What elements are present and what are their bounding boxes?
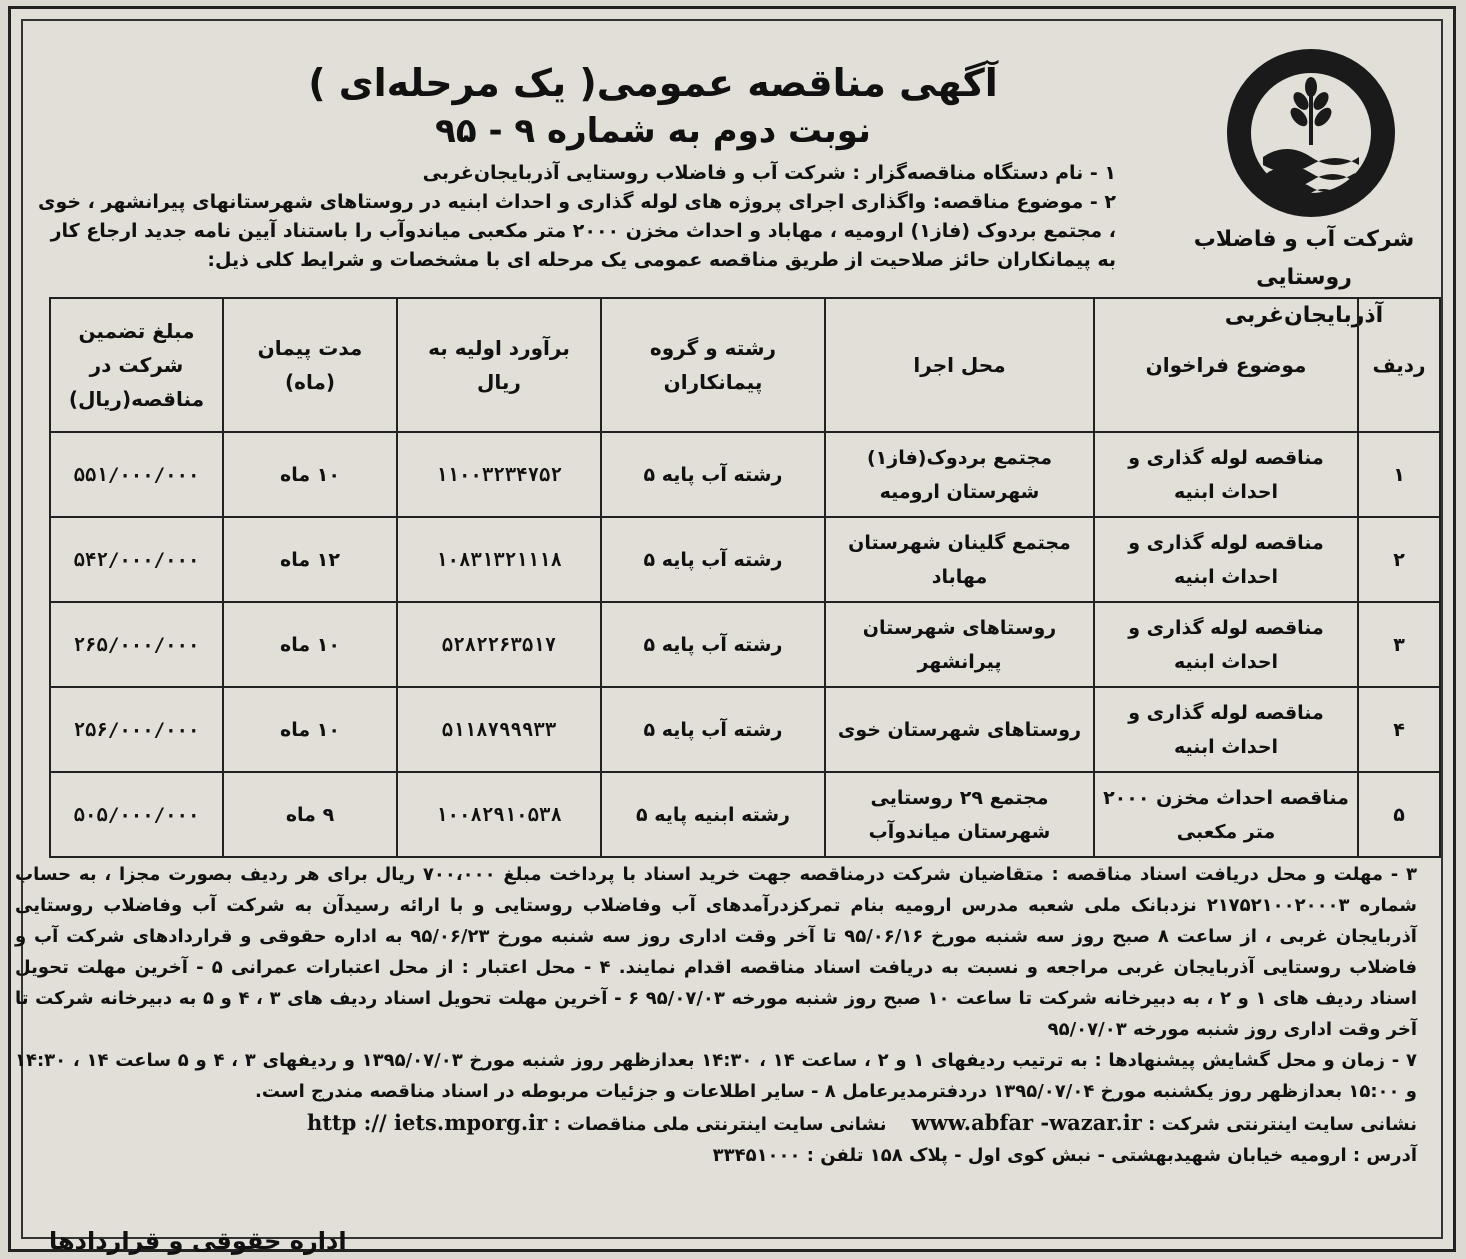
row-estimate: ۵۱۱۸۷۹۹۹۳۳ (397, 687, 601, 772)
row-number: ۱ (1358, 432, 1440, 517)
table-row (50, 772, 1440, 857)
row-estimate: ۱۰۸۳۱۳۲۱۱۱۸ (397, 517, 601, 602)
row-contractor-group: رشته آب پایه ۵ (601, 602, 825, 687)
row-subject: مناقصه لوله گذاری و احداث ابنیه (1094, 602, 1358, 687)
header-subject: موضوع فراخوان (1094, 298, 1358, 432)
row-duration: ۱۰ ماه (223, 432, 397, 517)
table-row (50, 602, 1440, 687)
websites-line (15, 1107, 1417, 1140)
row-guarantee: ۵۰۵/۰۰۰/۰۰۰ (50, 772, 223, 857)
company-name-line1: شرکت آب و فاضلاب روستایی (1193, 227, 1415, 290)
row-location: مجتمع گلینان شهرستان مهاباد (825, 517, 1094, 602)
notice-subtitle: نوبت دوم به شماره ۹ - ۹۵ (435, 111, 871, 151)
row-subject: مناقصه لوله گذاری و احداث ابنیه (1094, 517, 1358, 602)
header-estimate: برآورد اولیه به ریال (397, 298, 601, 432)
national-site-label: نشانی سایت اینترنتی ملی مناقصات : (553, 1114, 887, 1135)
row-guarantee: ۵۵۱/۰۰۰/۰۰۰ (50, 432, 223, 517)
row-location: روستاهای شهرستان پیرانشهر (825, 602, 1094, 687)
terms-section (15, 859, 1417, 1171)
row-duration: ۱۲ ماه (223, 517, 397, 602)
header-location: محل اجرا (825, 298, 1094, 432)
row-duration: ۱۰ ماه (223, 687, 397, 772)
row-guarantee: ۲۶۵/۰۰۰/۰۰۰ (50, 602, 223, 687)
address-line: آدرس : ارومیه خیابان شهیدبهشتی - نبش کوی اول - پلاک ۱۵۸ تلفن : ۳۳۴۵۱۰۰۰ (712, 1145, 1417, 1166)
row-guarantee: ۵۴۲/۰۰۰/۰۰۰ (50, 517, 223, 602)
intro-item-1: ۱ - نام دستگاه مناقصه‌گزار : شرکت آب و فاضلاب روستایی آذربایجان‌غربی (422, 162, 1116, 184)
row-number: ۵ (1358, 772, 1440, 857)
row-contractor-group: رشته آب پایه ۵ (601, 517, 825, 602)
tenders-table (49, 297, 1441, 858)
table-row (50, 432, 1440, 517)
terms-item-3-6: ۳ - مهلت و محل دریافت اسناد مناقصه : متقاضیان شرکت درمناقصه جهت خرید اسناد با پرداخت مبلغ ۷۰۰،۰۰۰ ریال برای هر ردیف بصورت مجزا ، به حساب شماره ۲۱۷۵۲۱۰۰۲۰۰۰۳ نزدبانک ملی شعبه مدرس ارومیه بنام تمرکزدرآمدهای آب وفاضلاب روستایی و با ارائه رسیدآن به شرکت آب وفاضلاب روستایی آذربایجان غربی ، از ساعت ۸ صبح روز سه شنبه مورخ ۹۵/۰۶/۱۶ تا آخر وقت اداری روز سه شنبه مورخ ۹۵/۰۶/۲۳ به اداره حقوقی و قراردادهای شرکت آب و فاضلاب روستایی آذربایجان غربی مراجعه و نسبت به دریافت اسناد مناقصه اقدام نمایند. ۴ - محل اعتبار : از محل اعتبارات عمرانی ۵ - آخرین مهلت تحویل اسناد ردیف های ۱ و ۲ ، به دبیرخانه شرکت تا ساعت ۱۰ صبح روز شنبه مورخه ۹۵/۰۷/۰۳ ۶ - آخرین مهلت تحویل اسناد ردیف های ۳ ، ۴ و ۵ به دبیرخانه شرکت تا آخر وقت اداری روز شنبه مورخه ۹۵/۰۷/۰۳ (15, 864, 1418, 1040)
footer-department: اداره حقوقی و قراردادها (49, 1227, 347, 1255)
header-row-number: ردیف (1358, 298, 1440, 432)
national-site-link[interactable]: http :// iets.mporg.ir (306, 1110, 548, 1135)
newspaper-clipping (8, 6, 1456, 1255)
row-contractor-group: رشته آب پایه ۵ (601, 687, 825, 772)
company-logo-icon (1223, 45, 1399, 221)
row-contractor-group: رشته آب پایه ۵ (601, 432, 825, 517)
header-contractor-group: رشته و گروه پیمانکاران (601, 298, 825, 432)
row-subject: مناقصه لوله گذاری و احداث ابنیه (1094, 687, 1358, 772)
website-label: نشانی سایت اینترنتی شرکت : (1148, 1114, 1417, 1135)
header-guarantee: مبلغ تضمین شرکت در مناقصه(ریال) (50, 298, 223, 432)
intro-item-2: ۲ - موضوع مناقصه: واگذاری اجرای پروژه های لوله گذاری و احداث ابنیه در روستاهای شهرستانهای پیرانشهر ، خوی ، مجتمع بردوک (فاز۱) ارومیه ، مهاباد و احداث مخزن ۲۰۰۰ متر مکعبی میاندوآب را باستناد آیین نامه جدید ارجاع کار به پیمانکاران حائز صلاحیت از طریق مناقصه عمومی یک مرحله ای با مشخصات و شرایط کلی ذیل: (38, 191, 1116, 271)
terms-item-7-8: ۷ - زمان و محل گشایش پیشنهادها : به ترتیب ردیفهای ۱ و ۲ ، ساعت ۱۴ ، ۱۴:۳۰ بعدازظهر روز شنبه مورخ ۱۳۹۵/۰۷/۰۳ و ردیفهای ۳ ، ۴ و ۵ ساعت ۱۴ ، ۱۴:۳۰ و ۱۵:۰۰ بعدازظهر روز یکشنبه مورخ ۱۳۹۵/۰۷/۰۴ دردفترمدیرعامل ۸ - سایر اطلاعات و جزئیات مربوطه در اسناد مناقصه مندرج است. (15, 1050, 1417, 1102)
row-duration: ۱۰ ماه (223, 602, 397, 687)
row-estimate: ۱۰۰۸۲۹۱۰۵۳۸ (397, 772, 601, 857)
website-link[interactable]: www.abfar -wazar.ir (911, 1110, 1142, 1135)
row-location: مجتمع بردوک(فاز۱) شهرستان ارومیه (825, 432, 1094, 517)
row-number: ۳ (1358, 602, 1440, 687)
row-subject: مناقصه احداث مخزن ۲۰۰۰ متر مکعبی (1094, 772, 1358, 857)
table-row (50, 517, 1440, 602)
row-guarantee: ۲۵۶/۰۰۰/۰۰۰ (50, 687, 223, 772)
row-subject: مناقصه لوله گذاری و احداث ابنیه (1094, 432, 1358, 517)
company-name-line2: آذربایجان‌غربی (1224, 303, 1384, 328)
row-location: مجتمع ۲۹ روستایی شهرستان میاندوآب (825, 772, 1094, 857)
notice-frame (15, 19, 1443, 1255)
intro-section (36, 159, 1116, 275)
row-estimate: ۵۲۸۲۲۶۳۵۱۷ (397, 602, 601, 687)
row-contractor-group: رشته ابنیه پایه ۵ (601, 772, 825, 857)
row-location: روستاهای شهرستان خوی (825, 687, 1094, 772)
row-duration: ۹ ماه (223, 772, 397, 857)
row-number: ۲ (1358, 517, 1440, 602)
notice-title: آگهی مناقصه عمومی( یک مرحله‌ای ) (308, 61, 998, 105)
table-row (50, 687, 1440, 772)
header-duration: مدت پیمان (ماه) (223, 298, 397, 432)
row-number: ۴ (1358, 687, 1440, 772)
table-header-row (50, 298, 1440, 432)
row-estimate: ۱۱۰۰۳۲۳۴۷۵۲ (397, 432, 601, 517)
